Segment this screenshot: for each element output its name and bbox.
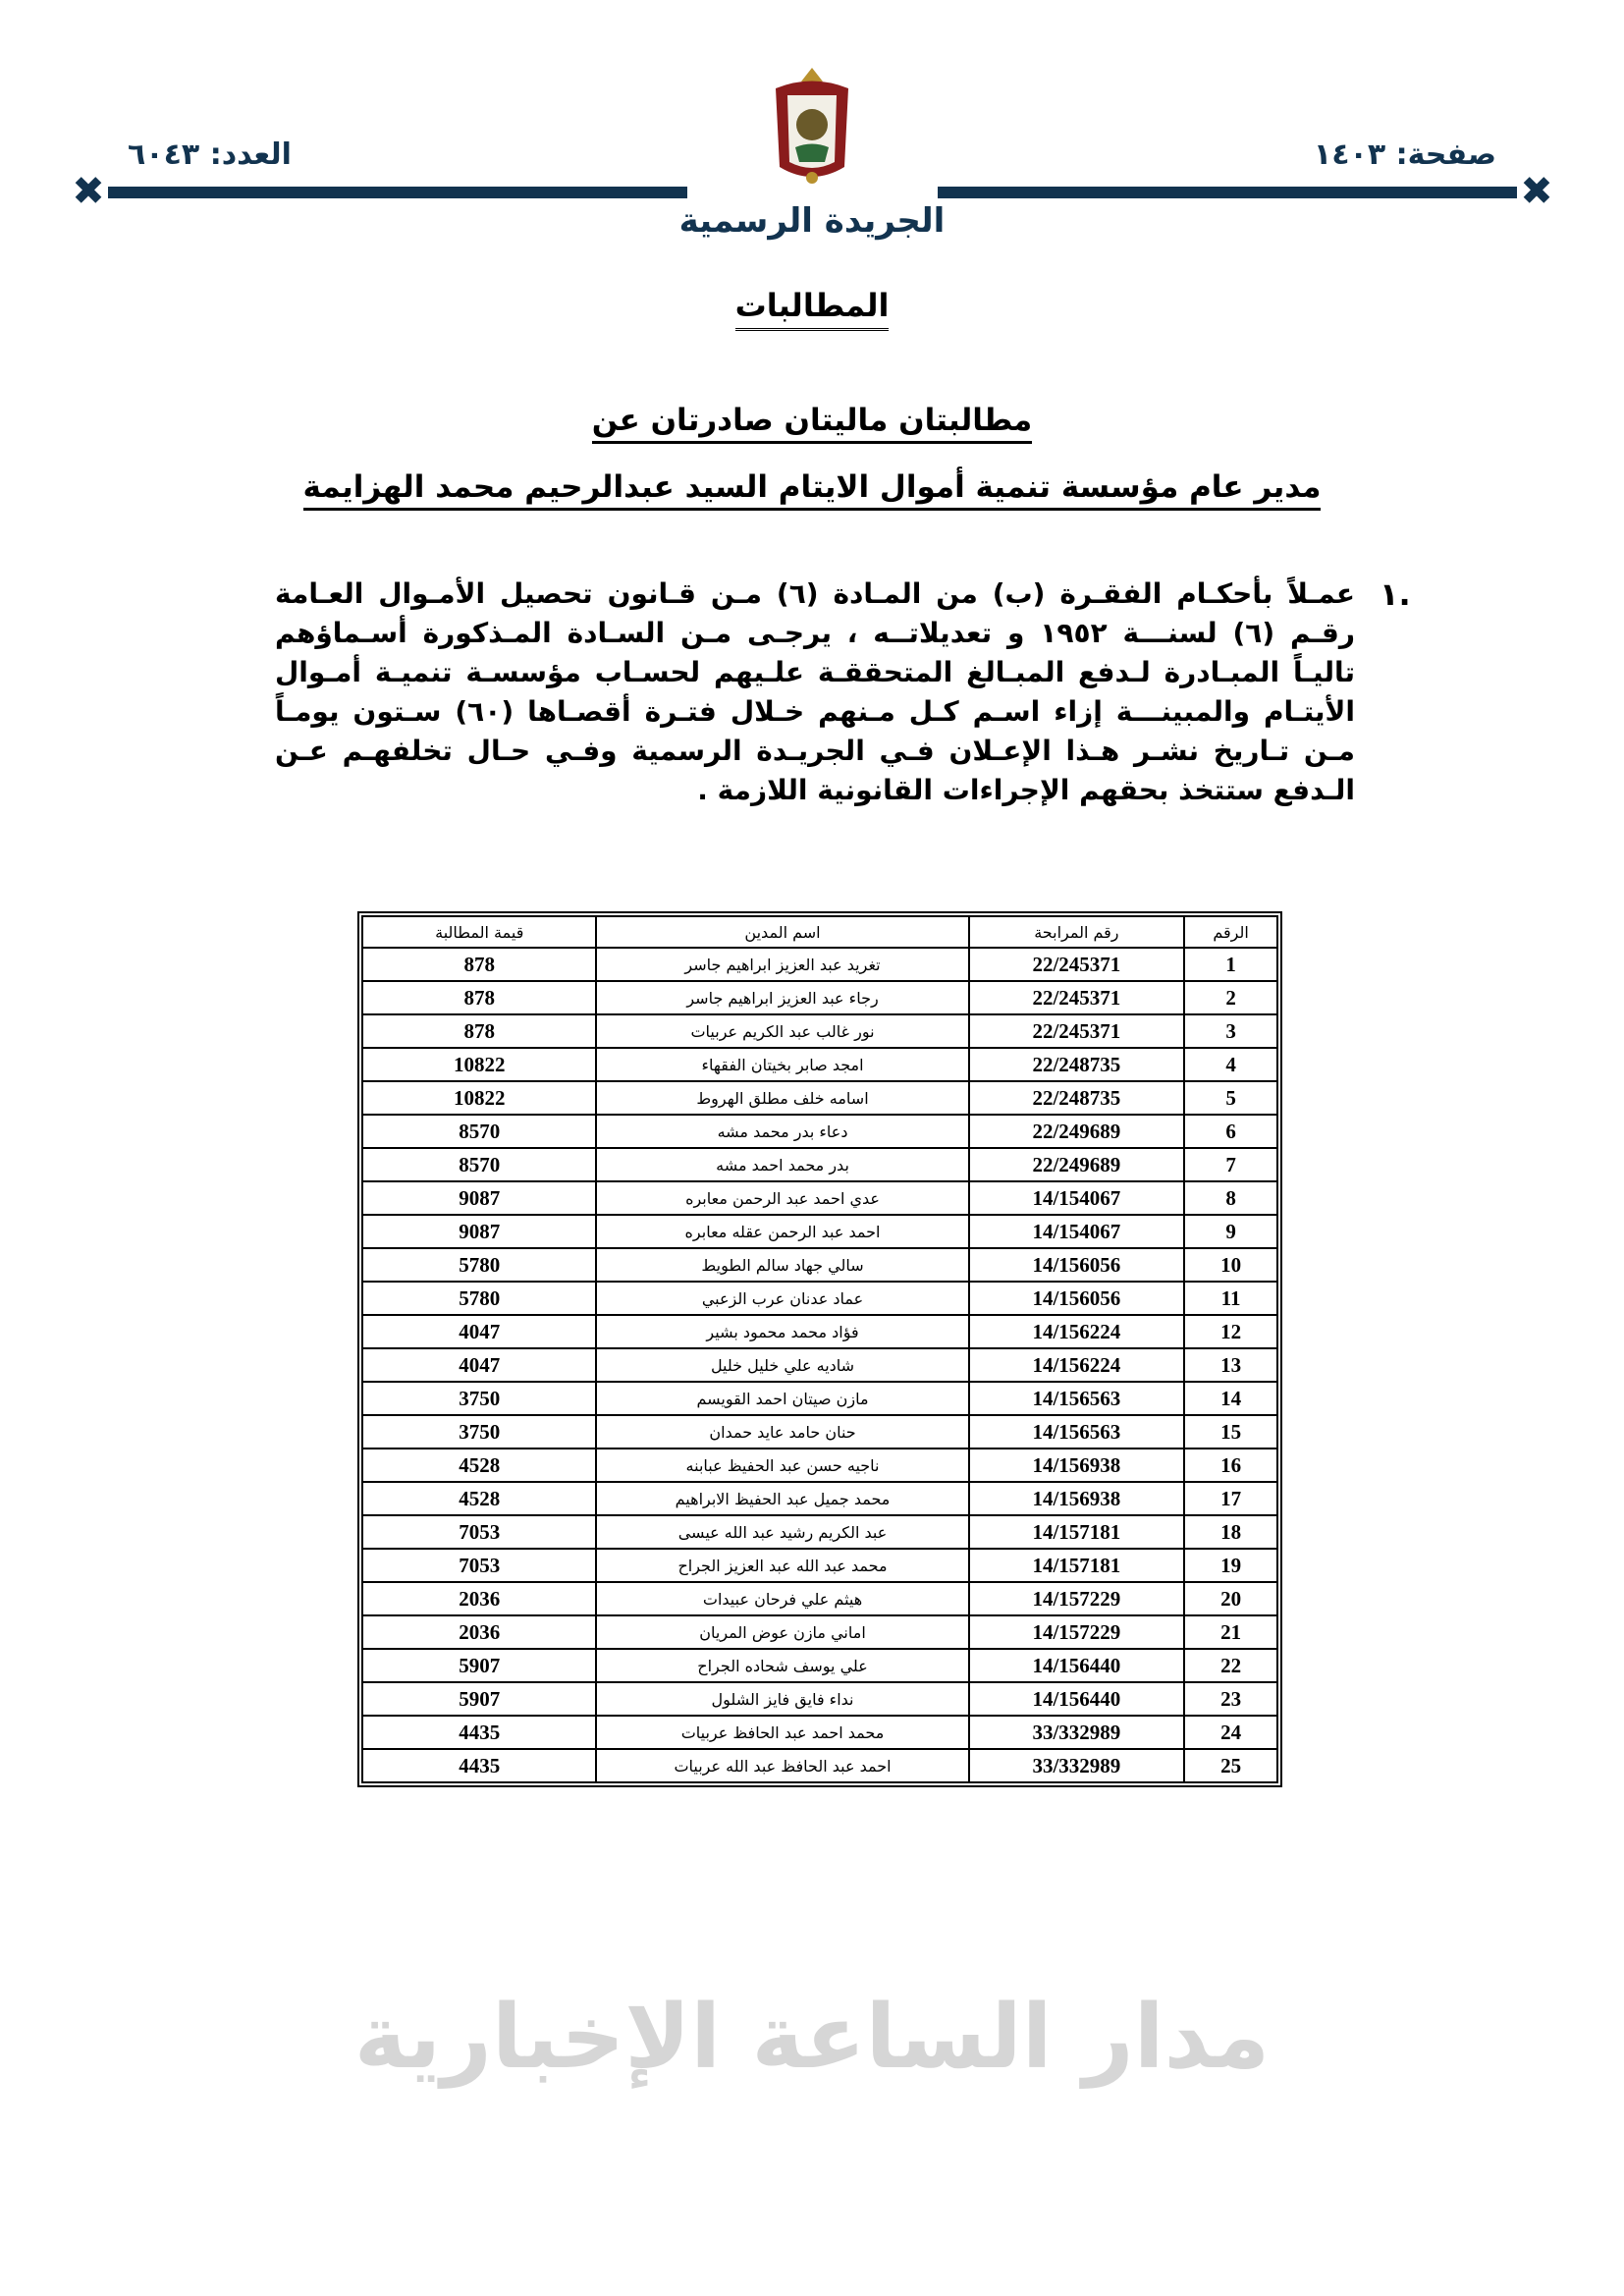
murabaha-number: 14/156563 xyxy=(969,1382,1185,1415)
murabaha-number: 14/157229 xyxy=(969,1615,1185,1649)
table-row xyxy=(362,1515,1277,1549)
debtor-name: ناجيه حسن عبد الحفيظ عبابنه xyxy=(596,1449,968,1482)
row-number: 9 xyxy=(1184,1215,1277,1248)
claims-table xyxy=(361,915,1278,1783)
table-row xyxy=(362,1716,1277,1749)
ornament-icon: ✖ xyxy=(1520,169,1553,214)
debtor-name: تغريد عبد العزيز ابراهيم جاسر xyxy=(596,948,968,981)
row-number: 16 xyxy=(1184,1449,1277,1482)
claim-amount: 5907 xyxy=(362,1649,596,1682)
table-row xyxy=(362,1115,1277,1148)
notice-title: مطالبتان ماليتان صادرتان عن xyxy=(0,403,1624,438)
murabaha-number: 22/249689 xyxy=(969,1148,1185,1181)
murabaha-number: 22/245371 xyxy=(969,1014,1185,1048)
row-number: 17 xyxy=(1184,1482,1277,1515)
claim-amount: 7053 xyxy=(362,1515,596,1549)
claim-amount: 2036 xyxy=(362,1615,596,1649)
debtor-name: شاديه علي خليل خليل xyxy=(596,1348,968,1382)
table-row xyxy=(362,1449,1277,1482)
row-number: 8 xyxy=(1184,1181,1277,1215)
table-row xyxy=(362,1215,1277,1248)
murabaha-number: 14/156056 xyxy=(969,1248,1185,1282)
table-row xyxy=(362,1749,1277,1782)
table-row xyxy=(362,1282,1277,1315)
table-row xyxy=(362,1582,1277,1615)
row-number: 11 xyxy=(1184,1282,1277,1315)
murabaha-number: 14/156563 xyxy=(969,1415,1185,1449)
murabaha-number: 22/248735 xyxy=(969,1081,1185,1115)
murabaha-number: 14/156224 xyxy=(969,1315,1185,1348)
claim-amount: 4528 xyxy=(362,1449,596,1482)
debtor-name: دعاء بدر محمد مشه xyxy=(596,1115,968,1148)
notice-subtitle: مدير عام مؤسسة تنمية أموال الايتام السيد عبدالرحيم محمد الهزايمة xyxy=(0,469,1624,505)
row-number: 24 xyxy=(1184,1716,1277,1749)
debtor-name: علي يوسف شحاده الجراح xyxy=(596,1649,968,1682)
debtor-name: عماد عدنان عرب الزعبي xyxy=(596,1282,968,1315)
table-row xyxy=(362,1348,1277,1382)
table-row xyxy=(362,948,1277,981)
claim-amount: 3750 xyxy=(362,1415,596,1449)
claim-amount: 8570 xyxy=(362,1148,596,1181)
murabaha-number: 14/156224 xyxy=(969,1348,1185,1382)
row-number: 18 xyxy=(1184,1515,1277,1549)
debtor-name: سالي جهاد سالم الطويط xyxy=(596,1248,968,1282)
debtor-name: محمد عبد الله عبد العزيز الجراح xyxy=(596,1549,968,1582)
row-number: 2 xyxy=(1184,981,1277,1014)
claim-amount: 878 xyxy=(362,1014,596,1048)
section-title: المطالبات xyxy=(0,287,1624,324)
debtor-name: نور غالب عبد الكريم عربيات xyxy=(596,1014,968,1048)
table-row xyxy=(362,1482,1277,1515)
murabaha-number: 14/157181 xyxy=(969,1515,1185,1549)
gazette-title: الجريدة الرسمية xyxy=(678,201,946,241)
col-header-debtor: اسم المدين xyxy=(596,916,968,948)
murabaha-number: 14/156938 xyxy=(969,1482,1185,1515)
col-header-murabaha: رقم المرابحة xyxy=(969,916,1185,948)
murabaha-number: 14/154067 xyxy=(969,1215,1185,1248)
table-row xyxy=(362,1014,1277,1048)
row-number: 15 xyxy=(1184,1415,1277,1449)
claim-amount: 4435 xyxy=(362,1716,596,1749)
coat-of-arms-logo xyxy=(766,64,858,191)
murabaha-number: 14/156056 xyxy=(969,1282,1185,1315)
header-rule-left xyxy=(108,187,687,198)
table-row xyxy=(362,1549,1277,1582)
row-number: 14 xyxy=(1184,1382,1277,1415)
claim-amount: 4047 xyxy=(362,1348,596,1382)
claim-amount: 7053 xyxy=(362,1549,596,1582)
debtor-name: نداء فايق فايز الشلول xyxy=(596,1682,968,1716)
claim-amount: 9087 xyxy=(362,1215,596,1248)
murabaha-number: 33/332989 xyxy=(969,1716,1185,1749)
table-row xyxy=(362,1649,1277,1682)
claim-amount: 3750 xyxy=(362,1382,596,1415)
claim-amount: 5907 xyxy=(362,1682,596,1716)
notice-paragraph: عمـلاً بأحكـام الفقـرة (ب) من المـادة (٦) مـن قـانون تحصيل الأمـوال العـامة رقـم (٦) لسنـــة ١٩٥٢ و تعديلاتــه ، يرجـى مـن السـادة المـذكورة أسـماؤهم تاليـاً المبـادرة لـدفع المبـالغ المتحققـة علـيهم لحسـاب مؤسسـة تنميـة أمـوال الأيتـام والمبينـــة إزاء اسـم كـل مـنهم خـلال فتـرة أقصـاها (٦٠) سـتون يومـاً مـن تـاريخ نشـر هـذا الإعـلان فـي الجريـدة الرسمية وفـي حـال تخلفهـم عـن الـدفع ستتخذ بحقهم الإجراءات القانونية اللازمة . xyxy=(275,577,1355,806)
item-number: ١. xyxy=(1380,575,1411,613)
row-number: 22 xyxy=(1184,1649,1277,1682)
ornament-icon: ✖ xyxy=(72,169,105,214)
row-number: 4 xyxy=(1184,1048,1277,1081)
table-row xyxy=(362,1415,1277,1449)
murabaha-number: 14/154067 xyxy=(969,1181,1185,1215)
debtor-name: اماني مازن عوض المريان xyxy=(596,1615,968,1649)
table-row xyxy=(362,1315,1277,1348)
row-number: 7 xyxy=(1184,1148,1277,1181)
row-number: 21 xyxy=(1184,1615,1277,1649)
watermark: مدار الساعة الإخبارية xyxy=(353,1986,1271,2089)
claim-amount: 878 xyxy=(362,981,596,1014)
row-number: 23 xyxy=(1184,1682,1277,1716)
row-number: 19 xyxy=(1184,1549,1277,1582)
table-header-row xyxy=(362,916,1277,948)
murabaha-number: 22/249689 xyxy=(969,1115,1185,1148)
row-number: 13 xyxy=(1184,1348,1277,1382)
row-number: 10 xyxy=(1184,1248,1277,1282)
debtor-name: محمد جميل عبد الحفيظ الابراهيم xyxy=(596,1482,968,1515)
debtor-name: عبد الكريم رشيد عبد الله عيسى xyxy=(596,1515,968,1549)
debtor-name: محمد احمد عبد الحافظ عربيات xyxy=(596,1716,968,1749)
claim-amount: 4528 xyxy=(362,1482,596,1515)
row-number: 20 xyxy=(1184,1582,1277,1615)
table-row xyxy=(362,1382,1277,1415)
page-number: صفحة: ١٤٠٣ xyxy=(1313,137,1496,172)
murabaha-number: 22/245371 xyxy=(969,981,1185,1014)
row-number: 3 xyxy=(1184,1014,1277,1048)
claim-amount: 5780 xyxy=(362,1248,596,1282)
debtor-name: احمد عبد الحافظ عبد الله عربيات xyxy=(596,1749,968,1782)
table-row xyxy=(362,1048,1277,1081)
claim-amount: 10822 xyxy=(362,1048,596,1081)
murabaha-number: 33/332989 xyxy=(969,1749,1185,1782)
debtor-name: احمد عبد الرحمن عقله معابره xyxy=(596,1215,968,1248)
murabaha-number: 22/245371 xyxy=(969,948,1185,981)
claim-amount: 2036 xyxy=(362,1582,596,1615)
claim-amount: 878 xyxy=(362,948,596,981)
debtor-name: فؤاد محمد محمود بشير xyxy=(596,1315,968,1348)
issue-number: العدد: ٦٠٤٣ xyxy=(128,137,292,172)
murabaha-number: 14/156938 xyxy=(969,1449,1185,1482)
debtor-name: رجاء عبد العزيز ابراهيم جاسر xyxy=(596,981,968,1014)
col-header-amount: قيمة المطالبة xyxy=(362,916,596,948)
row-number: 12 xyxy=(1184,1315,1277,1348)
debtor-name: حنان حامد عايد حمدان xyxy=(596,1415,968,1449)
murabaha-number: 14/156440 xyxy=(969,1649,1185,1682)
table-row xyxy=(362,1682,1277,1716)
row-number: 1 xyxy=(1184,948,1277,981)
table-row xyxy=(362,1148,1277,1181)
table-row xyxy=(362,1248,1277,1282)
murabaha-number: 14/157181 xyxy=(969,1549,1185,1582)
claim-amount: 8570 xyxy=(362,1115,596,1148)
row-number: 25 xyxy=(1184,1749,1277,1782)
table-row xyxy=(362,981,1277,1014)
debtor-name: بدر محمد احمد مشه xyxy=(596,1148,968,1181)
row-number: 5 xyxy=(1184,1081,1277,1115)
claim-amount: 4435 xyxy=(362,1749,596,1782)
debtor-name: مازن صيتان احمد القويسم xyxy=(596,1382,968,1415)
table-row xyxy=(362,1615,1277,1649)
debtor-name: امجد صابر بخيتان الفقهاء xyxy=(596,1048,968,1081)
col-header-number: الرقم xyxy=(1184,916,1277,948)
table-row xyxy=(362,1081,1277,1115)
claim-amount: 10822 xyxy=(362,1081,596,1115)
claim-amount: 9087 xyxy=(362,1181,596,1215)
row-number: 6 xyxy=(1184,1115,1277,1148)
debtor-name: عدي احمد عبد الرحمن معابره xyxy=(596,1181,968,1215)
murabaha-number: 14/156440 xyxy=(969,1682,1185,1716)
murabaha-number: 22/248735 xyxy=(969,1048,1185,1081)
murabaha-number: 14/157229 xyxy=(969,1582,1185,1615)
claim-amount: 4047 xyxy=(362,1315,596,1348)
claim-amount: 5780 xyxy=(362,1282,596,1315)
table-row xyxy=(362,1181,1277,1215)
debtor-name: هيثم علي فرحان عبيدات xyxy=(596,1582,968,1615)
debtor-name: اسامه خلف مطلق الهروط xyxy=(596,1081,968,1115)
header-rule-right xyxy=(938,187,1517,198)
